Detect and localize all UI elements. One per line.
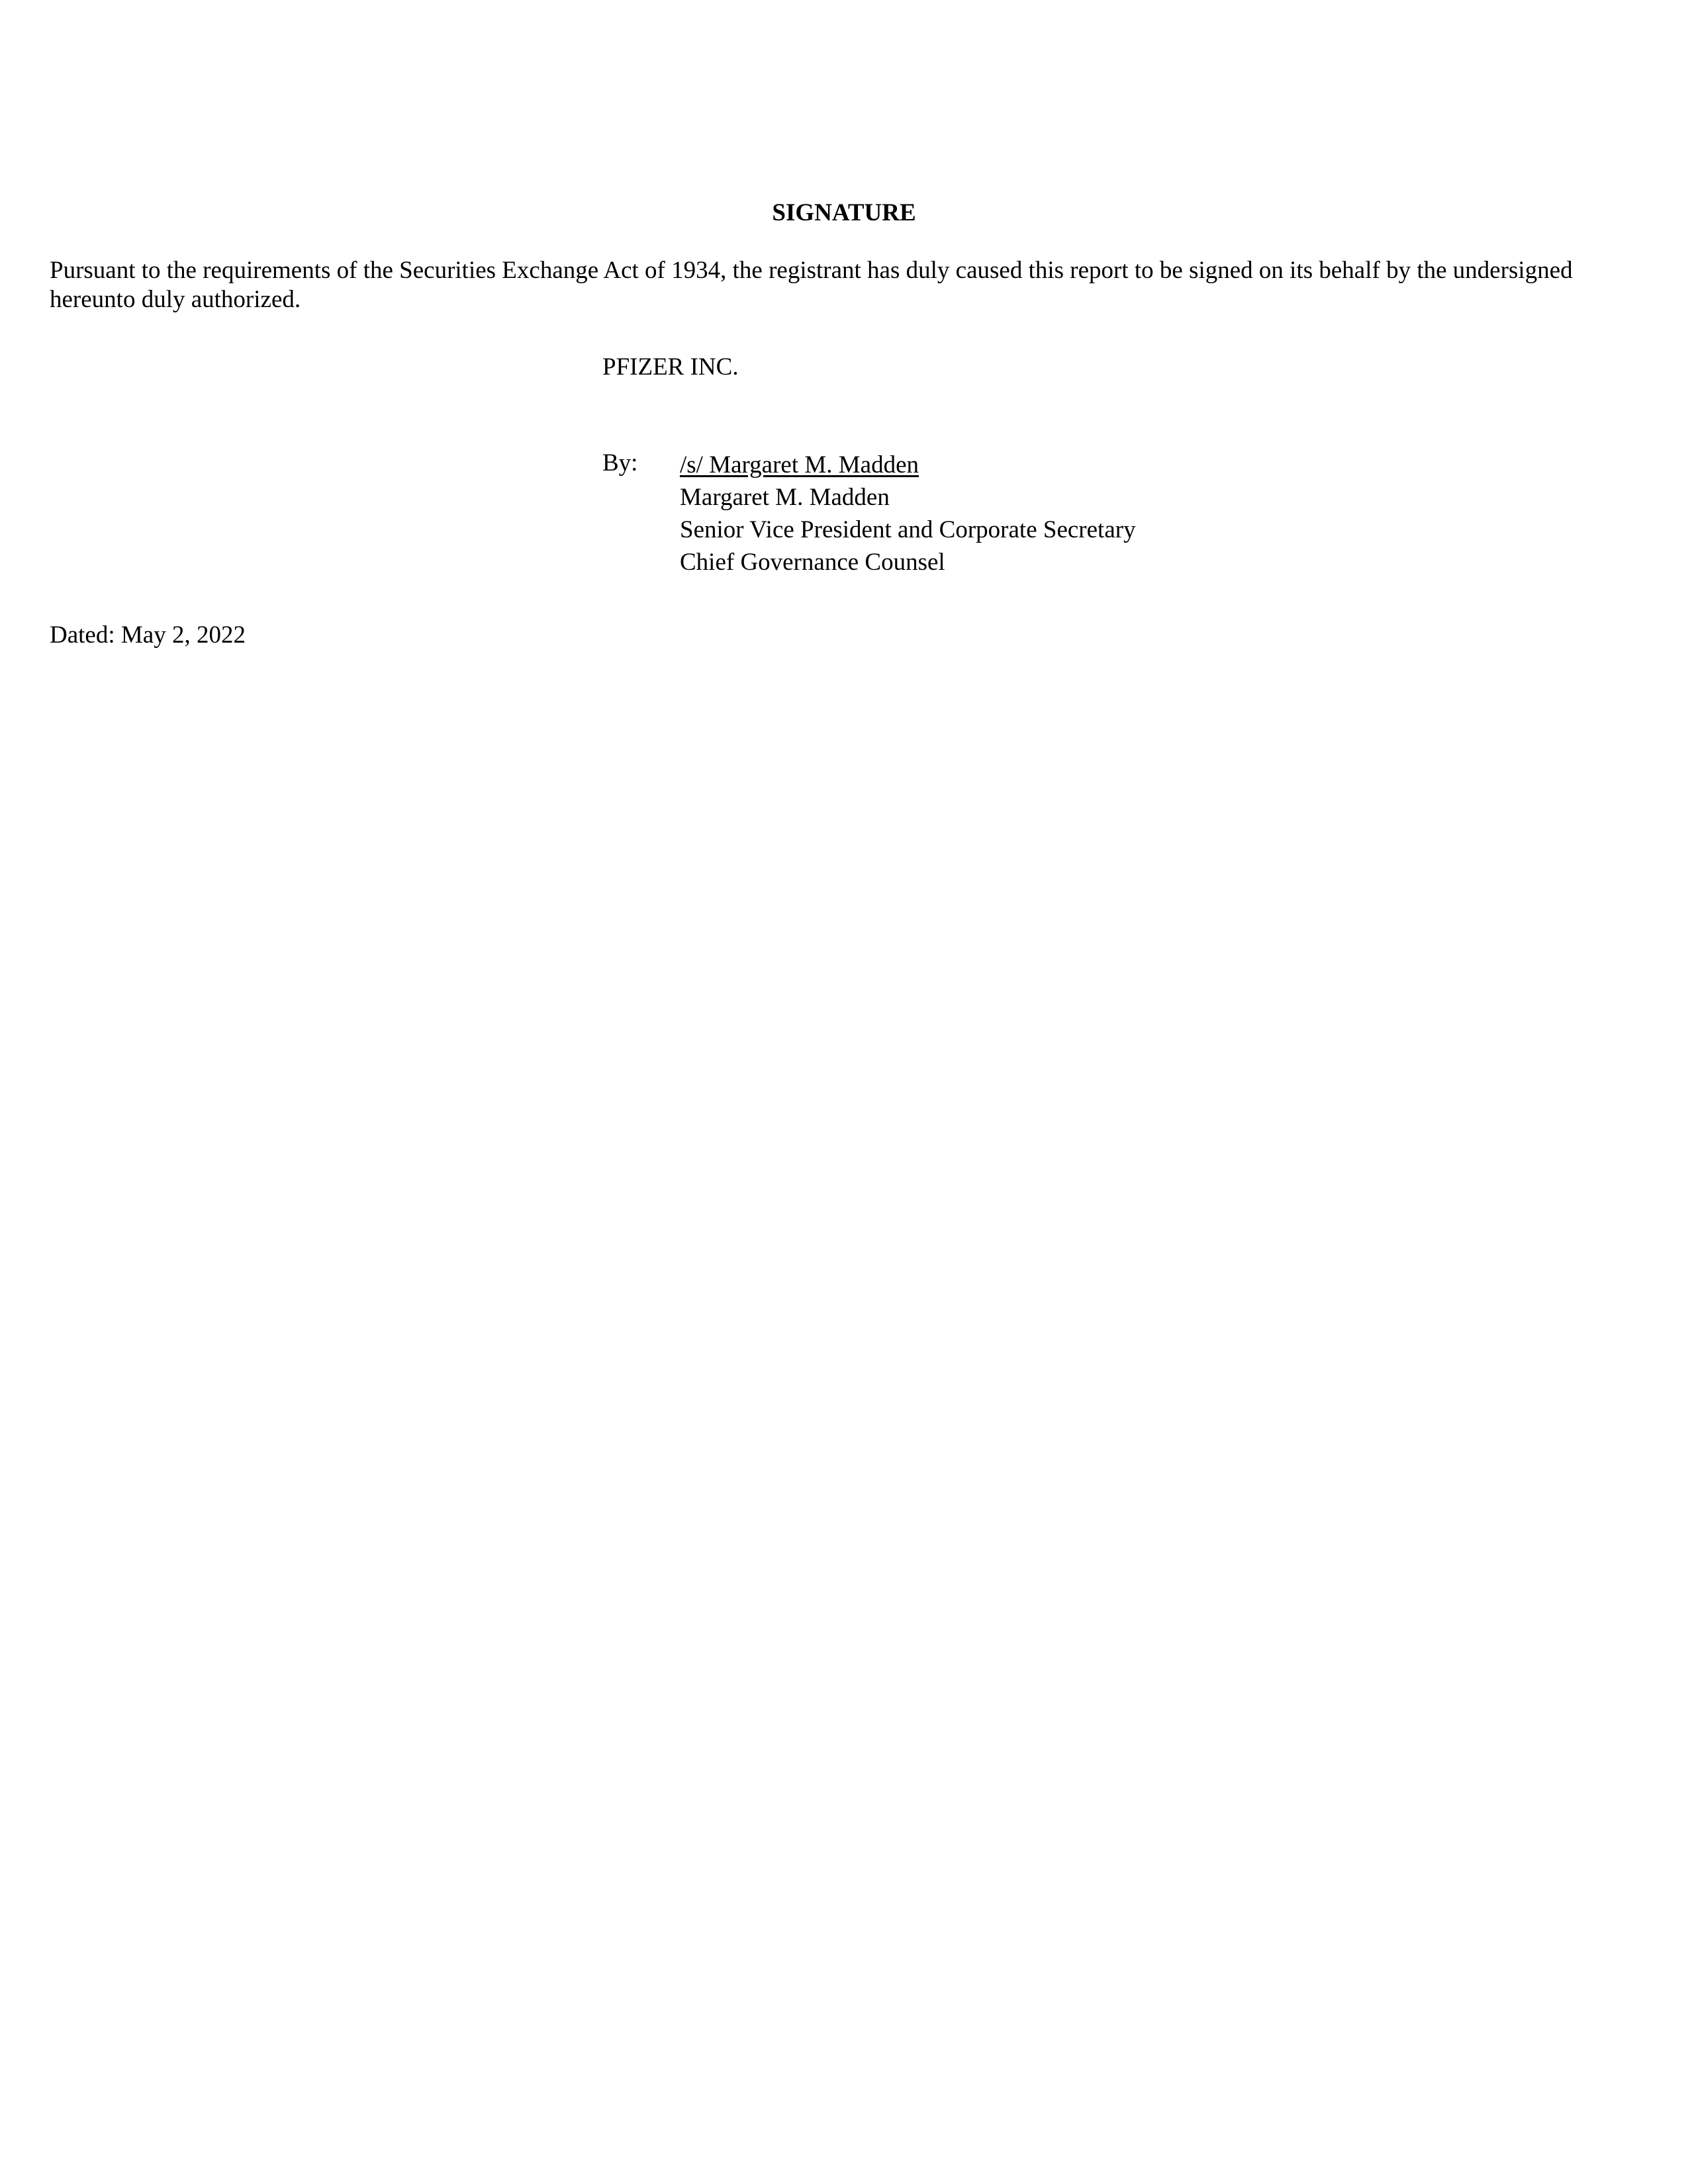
company-name: PFIZER INC.	[602, 353, 739, 381]
signature-block	[680, 449, 1136, 578]
signature-line: /s/ Margaret M. Madden	[680, 451, 919, 478]
by-label: By:	[602, 449, 638, 477]
signer-name: Margaret M. Madden	[680, 484, 890, 511]
signer-title-secondary: Chief Governance Counsel	[680, 549, 945, 576]
signer-title: Senior Vice President and Corporate Secretary	[680, 516, 1136, 543]
page-title: SIGNATURE	[772, 199, 916, 226]
dated-line: Dated: May 2, 2022	[50, 621, 246, 649]
authorization-paragraph: Pursuant to the requirements of the Securities Exchange Act of 1934, the registrant has duly caused this report to be signed on its behalf by the undersigned hereunto duly authorized.	[50, 257, 1573, 313]
